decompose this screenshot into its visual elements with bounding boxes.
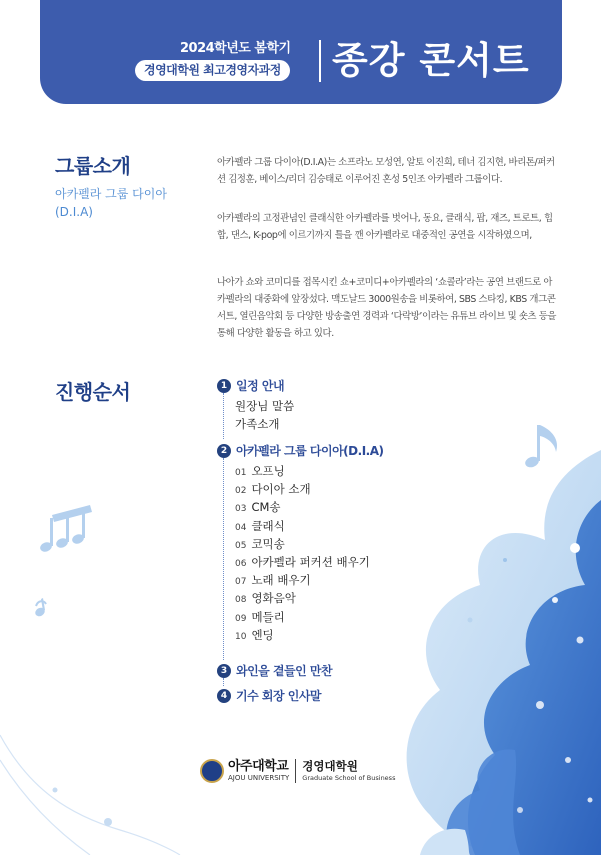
song-item: 05 코믹송 (235, 536, 285, 551)
program-step-1 (217, 377, 284, 394)
intro-subtitle: 아카펠라 그룹 다이아 (D.I.A) (55, 187, 167, 219)
song-item: 09 메들리 (235, 609, 285, 624)
list-item: 가족소개 (235, 417, 280, 432)
program-step-3 (217, 662, 332, 679)
page-title: 종강 콘서트 (332, 39, 530, 82)
song-item: 10 엔딩 (235, 627, 274, 642)
footer-logo (200, 756, 395, 786)
step-connector (223, 393, 224, 439)
song-item: 06 아카펠라 퍼커션 배우기 (235, 554, 370, 569)
intro-paragraph-3: 나아가 쇼와 코미디를 접목시킨 쇼+코미디+아카펠라의 ‘쇼콜라’라는 공연 브랜드로 아카펠라의 대중화에 앞장섰다. 맥도날드 3000원송을 비롯하여, SBS 스타킹, KBS 개그콘서트, 열린음악회 등 다양한 방송출연 경력과 ‘다락방’이라는 유튜브 라이브 및 숏츠 등을 통해 다양한 활동을 하고 있다. (217, 277, 557, 339)
step-label: 와인을 곁들인 만찬 (236, 664, 333, 678)
school-name: 경영대학원 Graduate School of Business (302, 758, 396, 782)
program-step-2 (217, 442, 383, 459)
step-number-badge: 1 (217, 379, 231, 393)
header-banner (40, 0, 562, 104)
intro-title: 그룹소개 (55, 154, 131, 178)
song-item: 03 CM송 (235, 500, 281, 515)
step-connector (223, 678, 224, 686)
song-item: 08 영화음악 (235, 591, 296, 606)
program-title: 진행순서 (55, 380, 131, 404)
intro-paragraph-1: 아카펠라 그룹 다이아(D.I.A)는 소프라노 모성연, 알토 이진희, 테너 김지현, 바리톤/퍼커션 김정훈, 베이스/리더 김승태로 이루어진 혼성 5인조 아카펠라 그룹이다. (217, 157, 555, 185)
program-step-4 (217, 687, 321, 704)
step-number-badge: 3 (217, 664, 231, 678)
song-list (235, 462, 370, 644)
intro-paragraph-2: 아카펠라의 고정관념인 클래식한 아카펠라를 벗어나, 동요, 클래식, 팝, 재즈, 트로트, 힙합, 댄스, K-pop에 이르기까지 틀을 깬 아카펠라로 대중적인 공연을 시작하였으며, (217, 213, 553, 241)
footer-divider (295, 759, 296, 783)
university-emblem-icon (200, 759, 224, 783)
song-item: 02 다이아 소개 (235, 482, 311, 497)
step-label: 아카펠라 그룹 다이아(D.I.A) (236, 444, 384, 458)
song-item: 07 노래 배우기 (235, 573, 311, 588)
list-item: 원장님 말씀 (235, 399, 295, 413)
header-divider (319, 40, 321, 82)
step-number-badge: 4 (217, 689, 231, 703)
step-number-badge: 2 (217, 444, 231, 458)
song-item: 04 클래식 (235, 518, 285, 533)
program-pill: 경영대학원 최고경영자과정 (135, 60, 290, 81)
step-label: 기수 회장 인사말 (236, 689, 322, 703)
semester-label: 2024학년도 봄학기 (180, 41, 291, 56)
university-name: 아주대학교 AJOU UNIVERSITY (228, 759, 290, 782)
step1-item-list (235, 397, 294, 433)
step-connector (223, 458, 224, 660)
song-item: 01 오프닝 (235, 464, 285, 478)
step-label: 일정 안내 (236, 379, 285, 393)
